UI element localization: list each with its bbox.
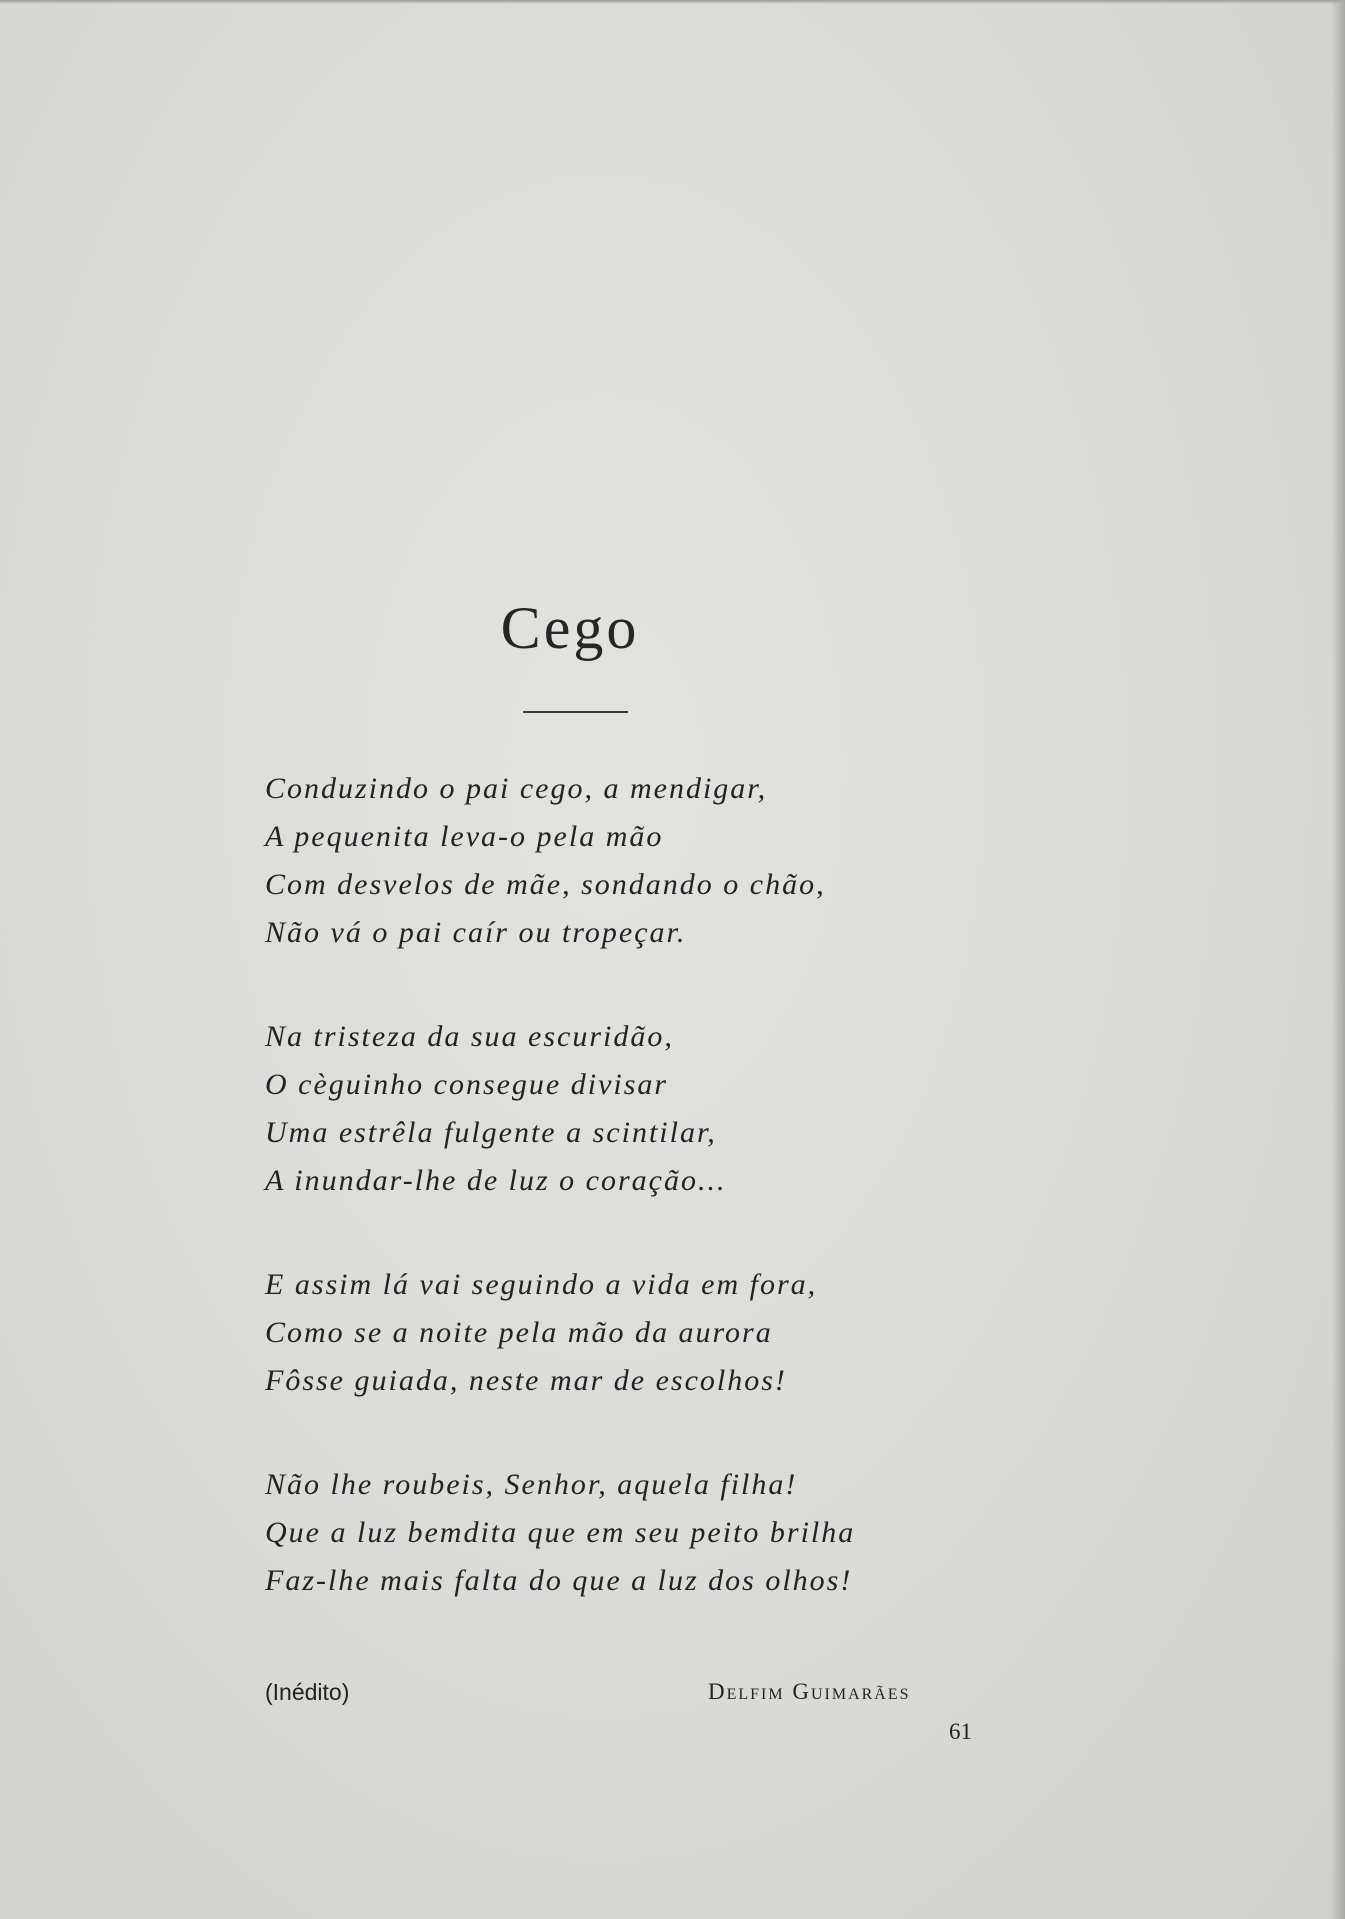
page-number: 61 bbox=[949, 1719, 972, 1744]
verse-line: Não vá o pai caír ou tropeçar. bbox=[265, 916, 687, 949]
unpublished-note: (Inédito) bbox=[265, 1679, 350, 1705]
author-signature: Delfim Guimarães bbox=[708, 1679, 911, 1704]
verse-line: Com desvelos de mãe, sondando o chão, bbox=[265, 868, 826, 901]
verse-line: O cèguinho consegue divisar bbox=[265, 1068, 669, 1101]
verse-line: A inundar-lhe de luz o coração... bbox=[265, 1164, 727, 1197]
verse-line: Uma estrêla fulgente a scintilar, bbox=[265, 1116, 717, 1149]
stanza-4 bbox=[265, 1461, 985, 1605]
verse-line: A pequenita leva-o pela mão bbox=[265, 820, 664, 853]
verse-line: Que a luz bemdita que em seu peito brilha bbox=[265, 1516, 856, 1549]
verse-line: Faz-lhe mais falta do que a luz dos olhos! bbox=[265, 1564, 853, 1597]
stanza-3 bbox=[265, 1261, 985, 1405]
verse-line: Fôsse guiada, neste mar de escolhos! bbox=[265, 1364, 787, 1397]
verse-line: Na tristeza da sua escuridão, bbox=[265, 1020, 674, 1053]
poem-title: Cego bbox=[500, 595, 640, 661]
verse-line: Conduzindo o pai cego, a mendigar, bbox=[265, 772, 768, 805]
page-edge-shadow bbox=[0, 0, 1345, 4]
stanza-2 bbox=[265, 1013, 985, 1205]
title-divider bbox=[523, 711, 628, 713]
stanza-1 bbox=[265, 765, 985, 957]
verse-line: Como se a noite pela mão da aurora bbox=[265, 1316, 773, 1349]
verse-line: Não lhe roubeis, Senhor, aquela filha! bbox=[265, 1468, 798, 1501]
poem-body bbox=[265, 765, 985, 1661]
page-edge-shadow-right bbox=[1331, 0, 1345, 1919]
verse-line: E assim lá vai seguindo a vida em fora, bbox=[265, 1268, 818, 1301]
